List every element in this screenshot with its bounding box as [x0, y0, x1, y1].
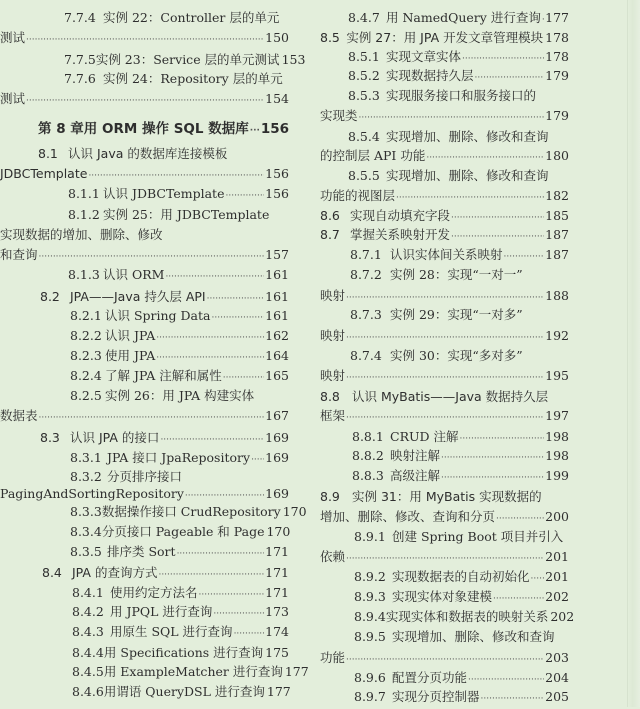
page-number: 174 — [265, 624, 289, 639]
page-number: 171 — [265, 565, 289, 580]
entry-title: 实现类 — [320, 108, 358, 123]
entry-number: 8.4.1 — [72, 585, 104, 600]
leader-dots — [156, 326, 264, 348]
leader-dots — [234, 622, 265, 644]
entry-title: 掌握关系映射开发 — [350, 227, 451, 242]
page-number: 202 — [550, 609, 575, 624]
entry-title: 实例 24：Repository 层的单元 — [103, 71, 283, 86]
leader-dots — [225, 184, 264, 206]
entry-title: JPA 的查询方式 — [72, 565, 158, 580]
entry-title: 认识 JPA — [105, 328, 156, 343]
subsection-entry — [70, 306, 289, 328]
page-number: 185 — [545, 208, 569, 223]
entry-title: 用 ORM 操作 SQL 数据库 — [83, 121, 249, 137]
entry-title: 配置分页功能 — [392, 670, 468, 685]
page-number: 171 — [265, 544, 289, 559]
page-number: 177 — [266, 684, 291, 699]
subsection-entry — [320, 366, 569, 388]
entry-title: 功能的视图层 — [320, 188, 396, 203]
entry-number: 8.4.4 — [72, 645, 104, 660]
entry-number: 8.2.4 — [70, 368, 102, 383]
page-number: 205 — [545, 689, 569, 704]
entry-number: 8.7.2 — [350, 267, 382, 282]
subsection-entry — [72, 622, 289, 644]
entry-title: 实现数据持久层 — [386, 68, 474, 83]
entry-title: 使用 JPA — [105, 348, 156, 363]
page-edge — [627, 0, 640, 707]
entry-title: CRUD 注解 — [390, 429, 459, 444]
leader-dots — [441, 466, 544, 488]
entry-number: 7.7.6 — [64, 71, 96, 86]
entry-number: 8.5.3 — [348, 88, 380, 103]
page-number: 161 — [265, 289, 289, 304]
entry-title: 实例 25：用 JDBCTemplate — [103, 207, 270, 222]
page-number: 164 — [265, 348, 289, 363]
entry-title: JPA——Java 持久层 API — [70, 289, 206, 304]
entry-title: 实例 22：Controller 层的单元 — [103, 10, 280, 25]
entry-title: 功能 — [320, 650, 346, 665]
entry-number: 8.3.3 — [70, 504, 102, 519]
page-number: 161 — [265, 308, 289, 323]
entry-title: 排序类 Sort — [107, 544, 176, 559]
subsection-entry — [348, 86, 569, 106]
subsection-entry — [72, 602, 289, 624]
entry-title: 实例 27：用 JPA 开发文章管理模块 — [346, 30, 544, 45]
leader-dots — [441, 446, 544, 468]
page-number: 201 — [545, 549, 569, 564]
subsection-entry — [352, 446, 569, 468]
entry-number: 8.3.2 — [70, 469, 102, 484]
leader-dots — [250, 119, 260, 141]
entry-title: 用 ExampleMatcher 进行查询 — [103, 664, 283, 679]
leader-dots — [451, 225, 544, 247]
subsection-entry — [348, 66, 569, 88]
entry-title: PagingAndSortingRepository — [0, 486, 184, 501]
entry-number: 8.2.3 — [70, 348, 102, 363]
leader-dots — [346, 366, 544, 388]
page-number: 156 — [260, 121, 289, 137]
entry-number: 8.5.2 — [348, 68, 380, 83]
page-number: 200 — [545, 509, 569, 524]
leader-dots — [359, 106, 545, 128]
entry-title: 认识 Java 的数据库连接模板 — [68, 146, 228, 161]
entry-number: 8.5.1 — [348, 49, 380, 64]
leader-dots — [496, 507, 544, 529]
entry-number: 8.3.5 — [70, 544, 102, 559]
page-number: 178 — [545, 49, 569, 64]
subsection-entry — [0, 28, 289, 50]
entry-number: 8.9.6 — [354, 670, 386, 685]
entry-number: 8.1.2 — [68, 207, 100, 222]
page-number: 154 — [265, 91, 289, 106]
entry-number: 8.1.3 — [68, 267, 100, 282]
subsection-entry — [350, 346, 569, 366]
subsection-entry — [354, 607, 575, 629]
section-entry — [320, 507, 569, 529]
subsection-entry — [352, 466, 569, 488]
entry-title: 测试 — [0, 91, 26, 106]
entry-title: JPA 接口 JpaRepository — [107, 450, 251, 465]
entry-title: 数据表 — [0, 408, 38, 423]
chapter-entry — [38, 119, 289, 141]
page-number: 187 — [545, 247, 569, 262]
entry-number: 8.8.3 — [352, 468, 384, 483]
page-number: 169 — [265, 486, 289, 501]
entry-title: 实例 30：实现“多对多” — [390, 348, 523, 363]
entry-title: 用 JPQL 进行查询 — [110, 604, 213, 619]
entry-number: 8.2.5 — [70, 388, 102, 403]
entry-title: 实现自动填充字段 — [350, 208, 451, 223]
page-number: 153 — [281, 52, 306, 67]
page-number: 178 — [545, 30, 569, 45]
entry-title: 数据操作接口 CrudRepository — [101, 504, 281, 519]
subsection-entry — [0, 89, 289, 111]
leader-dots — [177, 542, 265, 564]
section-entry — [38, 144, 289, 164]
entry-title: 实例 31：用 MyBatis 实现数据的 — [352, 489, 542, 504]
subsection-entry — [350, 245, 569, 267]
entry-number: 8.9.3 — [354, 589, 386, 604]
leader-dots — [156, 346, 264, 368]
entry-number: 8.9.2 — [354, 569, 386, 584]
entry-number: 8.7.4 — [350, 348, 382, 363]
page-number: 162 — [265, 328, 289, 343]
subsection-entry — [354, 527, 569, 547]
leader-dots — [346, 406, 544, 428]
entry-title: 映射 — [320, 328, 346, 343]
entry-number: 8.4.5 — [72, 664, 104, 679]
page-number: 180 — [545, 148, 569, 163]
page-number: 192 — [545, 328, 569, 343]
leader-dots — [26, 89, 264, 111]
entry-title: 认识 JPA 的接口 — [70, 430, 160, 445]
entry-title: 了解 JPA 注解和属性 — [105, 368, 222, 383]
entry-title: 映射 — [320, 288, 346, 303]
subsection-entry — [64, 69, 289, 89]
subsection-entry — [320, 146, 569, 168]
leader-dots — [493, 587, 544, 609]
entry-title: 增加、删除、修改、查询和分页 — [320, 509, 496, 524]
entry-title: 认识 JDBCTemplate — [103, 186, 225, 201]
subsection-entry — [320, 106, 569, 128]
section-entry — [320, 487, 569, 507]
subsection-entry — [70, 502, 307, 524]
entry-number: 8.8.2 — [352, 448, 384, 463]
entry-number: 8.8 — [320, 389, 340, 404]
subsection-entry — [70, 522, 289, 544]
subsection-entry — [354, 587, 569, 609]
entry-number: 8.7.3 — [350, 307, 382, 322]
entry-number: 8.9.5 — [354, 629, 386, 644]
subsection-entry — [0, 245, 289, 267]
leader-dots — [346, 648, 544, 670]
page-number: 157 — [265, 247, 289, 262]
entry-number: 8.6 — [320, 208, 340, 223]
entry-number: 8.3.4 — [70, 524, 102, 539]
entry-title: 实现文章实体 — [386, 49, 462, 64]
entry-number: 8.3 — [40, 430, 60, 445]
entry-title: 分页接口 Pageable 和 Page — [101, 524, 265, 539]
entry-number: 8.4.7 — [348, 10, 380, 25]
leader-dots — [346, 326, 544, 348]
entry-title: 映射 — [320, 368, 346, 383]
entry-title: 实例 29：实现“一对多” — [390, 307, 523, 322]
leader-dots — [39, 245, 265, 267]
entry-title: 测试 — [0, 30, 26, 45]
entry-number: 8.7 — [320, 227, 340, 242]
section-entry — [42, 563, 289, 585]
entry-number: 8.9.7 — [354, 689, 386, 704]
entry-number: 8.5.5 — [348, 168, 380, 183]
subsection-entry — [348, 8, 569, 30]
entry-number: 8.4.6 — [72, 684, 104, 699]
entry-title: 认识 ORM — [103, 267, 165, 282]
leader-dots — [481, 687, 545, 709]
entry-title: JDBCTemplate — [0, 166, 88, 181]
leader-dots — [213, 602, 264, 624]
leader-dots — [165, 265, 264, 287]
page-number: 179 — [545, 68, 569, 83]
subsection-entry — [320, 326, 569, 348]
leader-dots — [26, 28, 264, 50]
entry-number: 8.4.2 — [72, 604, 104, 619]
entry-title: 实现分页控制器 — [392, 689, 480, 704]
leader-dots — [223, 366, 264, 388]
entry-title: 实现增加、删除、修改和查询 — [392, 629, 555, 644]
page-number: 170 — [266, 524, 291, 539]
entry-number: 8.9 — [320, 489, 340, 504]
subsection-entry — [72, 662, 309, 684]
section-entry — [320, 225, 569, 247]
entry-title: 框架 — [320, 408, 346, 423]
entry-title: 和查询 — [0, 247, 38, 262]
page-number: 203 — [545, 650, 569, 665]
leader-dots — [504, 245, 545, 267]
page-number: 187 — [545, 227, 569, 242]
page-number: 167 — [265, 408, 289, 423]
page-number: 197 — [545, 408, 569, 423]
leader-dots — [396, 186, 544, 208]
page-number: 198 — [545, 429, 569, 444]
section-entry — [320, 387, 569, 407]
page-number: 169 — [265, 430, 289, 445]
leader-dots — [542, 8, 544, 30]
entry-title: 用 Specifications 进行查询 — [103, 645, 264, 660]
leader-dots — [212, 306, 265, 328]
entry-title: 实现增加、删除、修改和查询 — [386, 168, 549, 183]
entry-number: 8.9.4 — [354, 609, 386, 624]
entry-number: 8.2.1 — [70, 308, 102, 323]
subsection-entry — [70, 542, 289, 564]
entry-title: 实例 23：Service 层的单元测试 — [95, 52, 280, 67]
entry-number: 8.9.1 — [354, 529, 386, 544]
subsection-entry — [70, 366, 289, 388]
section-entry — [0, 164, 289, 186]
subsection-entry — [320, 648, 569, 670]
entry-title: 的控制层 API 功能 — [320, 148, 426, 163]
page-number: 175 — [265, 645, 289, 660]
entry-title: 创建 Spring Boot 项目并引入 — [392, 529, 564, 544]
entry-title: 认识 MyBatis——Java 数据持久层 — [352, 389, 549, 404]
subsection-entry — [354, 567, 569, 589]
subsection-entry — [0, 225, 289, 245]
leader-dots — [346, 547, 544, 569]
entry-title: 分页排序接口 — [107, 469, 183, 484]
entry-number: 8.7.1 — [350, 247, 382, 262]
subsection-entry — [68, 205, 289, 225]
subsection-entry — [350, 305, 569, 325]
page-number: 201 — [545, 569, 569, 584]
page-number: 156 — [265, 186, 289, 201]
page-number: 204 — [545, 670, 569, 685]
entry-title: 实现增加、删除、修改和查询 — [386, 129, 549, 144]
entry-number: 8.1 — [38, 146, 58, 161]
entry-title: 实现实体对象建模 — [392, 589, 493, 604]
entry-number: 8.5 — [320, 30, 340, 45]
page-number: 199 — [545, 468, 569, 483]
subsection-entry — [348, 166, 569, 186]
subsection-entry — [320, 547, 569, 569]
page-number: 171 — [265, 585, 289, 600]
entry-title: 用原生 SQL 进行查询 — [110, 624, 233, 639]
subsection-entry — [348, 127, 569, 147]
entry-number: 8.2 — [40, 289, 60, 304]
page-number: 195 — [545, 368, 569, 383]
leader-dots — [88, 164, 264, 186]
leader-dots — [426, 146, 544, 168]
page-number: 156 — [265, 166, 289, 181]
subsection-entry — [70, 386, 289, 406]
entry-number: 7.7.4 — [64, 10, 96, 25]
section-entry — [40, 428, 289, 450]
subsection-entry — [68, 265, 289, 287]
page-number: 170 — [282, 504, 307, 519]
page-number: 169 — [265, 450, 289, 465]
section-entry — [320, 406, 569, 428]
entry-number: 8.4.3 — [72, 624, 104, 639]
entry-title: 高级注解 — [390, 468, 441, 483]
entry-number: 8.3.1 — [70, 450, 102, 465]
page-number: 198 — [545, 448, 569, 463]
subsection-entry — [72, 682, 289, 704]
entry-title: 实现实体和数据表的映射关系 — [385, 609, 549, 624]
page-number: 177 — [284, 664, 309, 679]
entry-title: 实现服务接口和服务接口的 — [386, 88, 537, 103]
entry-title: 实例 26：用 JPA 构建实体 — [105, 388, 255, 403]
entry-number: 8.1.1 — [68, 186, 100, 201]
subsection-entry — [70, 326, 289, 348]
subsection-entry — [0, 406, 289, 428]
entry-number: 第 8 章 — [38, 121, 84, 137]
page-number: 165 — [265, 368, 289, 383]
entry-title: 实现数据表的自动初始化 — [392, 569, 530, 584]
subsection-entry — [354, 627, 569, 647]
page-number: 188 — [545, 288, 569, 303]
page-number: 202 — [545, 589, 569, 604]
entry-title: 实现数据的增加、删除、修改 — [0, 227, 163, 242]
entry-title: 依赖 — [320, 549, 346, 564]
page-number: 161 — [265, 267, 289, 282]
entry-title: 使用约定方法名 — [110, 585, 198, 600]
entry-number: 8.5.4 — [348, 129, 380, 144]
subsection-entry — [70, 346, 289, 368]
subsection-entry — [350, 265, 569, 285]
entry-number: 8.2.2 — [70, 328, 102, 343]
entry-title: 认识 Spring Data — [105, 308, 211, 323]
entry-title: 实例 28：实现“一对一” — [390, 267, 523, 282]
entry-number: 7.7.5 — [64, 52, 96, 67]
entry-number: 8.8.1 — [352, 429, 384, 444]
page-number: 177 — [545, 10, 569, 25]
leader-dots — [531, 567, 545, 589]
leader-dots — [160, 428, 264, 450]
leader-dots — [158, 563, 264, 585]
page-number: 173 — [265, 604, 289, 619]
entry-title: 用谓语 QueryDSL 进行查询 — [103, 684, 265, 699]
leader-dots — [475, 66, 545, 88]
leader-dots — [39, 406, 265, 428]
entry-title: 映射注解 — [390, 448, 441, 463]
page-number: 150 — [265, 30, 289, 45]
subsection-entry — [354, 687, 569, 709]
page-number: 182 — [545, 188, 569, 203]
subsection-entry — [320, 186, 569, 208]
subsection-entry — [64, 8, 289, 28]
entry-title: 用 NamedQuery 进行查询 — [386, 10, 541, 25]
entry-number: 8.4 — [42, 565, 62, 580]
subsection-entry — [68, 184, 289, 206]
page-number: 179 — [545, 108, 569, 123]
entry-title: 认识实体间关系映射 — [390, 247, 503, 262]
